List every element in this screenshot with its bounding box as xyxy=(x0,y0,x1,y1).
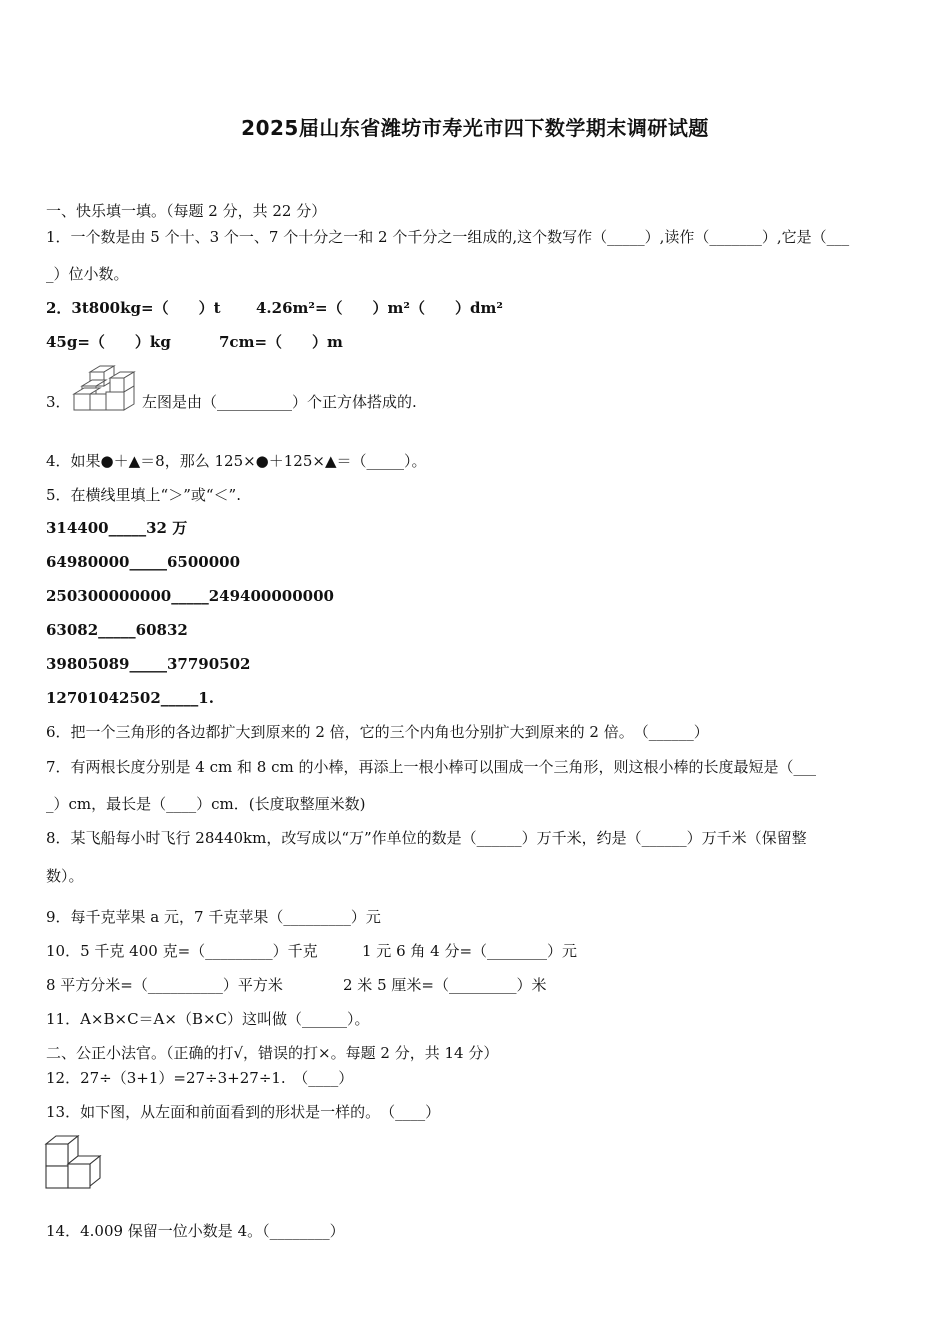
question-10-part-d: 2 米 5 厘米=（_________）米 xyxy=(343,976,547,994)
question-6: 6．把一个三角形的各边都扩大到原来的 2 倍，它的三个内角也分别扩大到原来的 2 倍。 （______） xyxy=(46,723,709,741)
question-8-line-1: 8．某飞船每小时飞行 28440km，改写成以“万”作单位的数是（______）万千米，约是（______）万千米（保留整 xyxy=(46,829,807,847)
question-14: 14．4.009 保留一位小数是 4。（________） xyxy=(46,1222,345,1240)
question-2-part-c: 45g=（ ）kg xyxy=(46,333,171,351)
question-2-part-b: 4.26m²=（ ）m²（ ）dm² xyxy=(256,299,503,317)
question-5-stem: 5．在横线里填上“＞”或“＜”. xyxy=(46,486,241,504)
question-12: 12．27÷（3+1）=27÷3+27÷1. （____） xyxy=(46,1069,354,1087)
question-10-part-c: 8 平方分米=（__________）平方米 xyxy=(46,976,283,994)
question-7-line-1: 7．有两根长度分别是 4 cm 和 8 cm 的小棒，再添上一根小棒可以围成一个三角形，则这根小棒的长度最短是（___ xyxy=(46,758,816,776)
question-5-item-3: 250300000000_____249400000000 xyxy=(46,587,334,605)
question-5-item-5: 39805089_____37790502 xyxy=(46,655,251,673)
question-3-text: 左图是由（__________）个正方体搭成的. xyxy=(142,393,417,411)
page-title: 2025届山东省潍坊市寿光市四下数学期末调研试题 xyxy=(241,116,709,140)
question-13: 13．如下图，从左面和前面看到的形状是一样的。 （____） xyxy=(46,1103,441,1121)
question-5-item-6: 12701042502_____1. xyxy=(46,689,214,707)
section-1-heading: 一、快乐填一填。（每题 2 分，共 22 分） xyxy=(46,202,327,220)
question-3-cubes-figure xyxy=(66,364,142,414)
question-5-item-4: 63082_____60832 xyxy=(46,621,188,639)
question-5-item-1: 314400_____32 万 xyxy=(46,519,188,537)
question-5-item-2: 64980000_____6500000 xyxy=(46,553,241,571)
question-10-part-b: 1 元 6 角 4 分=（________）元 xyxy=(362,942,578,960)
question-9: 9．每千克苹果 a 元，7 千克苹果（_________）元 xyxy=(46,908,381,926)
question-1-line-1: 1．一个数是由 5 个十、3 个一、7 个十分之一和 2 个千分之一组成的,这个数写作（_____）,读作（_______）,它是（___ xyxy=(46,228,850,246)
question-7-line-2: _）cm，最长是（____）cm．(长度取整厘米数) xyxy=(46,795,366,813)
question-8-line-2: 数）。 xyxy=(46,867,84,885)
question-2-part-a: 2．3t800kg=（ ）t xyxy=(46,299,221,317)
question-11: 11．A×B×C＝A×（B×C）这叫做（______）。 xyxy=(46,1010,370,1028)
question-10-part-a: 10．5 千克 400 克=（_________）千克 xyxy=(46,942,318,960)
question-3-number: 3． xyxy=(46,393,71,411)
question-4: 4．如果●＋▲＝8，那么 125×●＋125×▲＝（_____）。 xyxy=(46,452,427,470)
section-2-heading: 二、公正小法官。（正确的打√，错误的打×。每题 2 分，共 14 分） xyxy=(46,1044,499,1062)
question-13-cubes-figure xyxy=(44,1134,106,1194)
question-2-part-d: 7cm=（ ）m xyxy=(219,333,343,351)
question-1-line-2: _）位小数。 xyxy=(46,265,129,283)
